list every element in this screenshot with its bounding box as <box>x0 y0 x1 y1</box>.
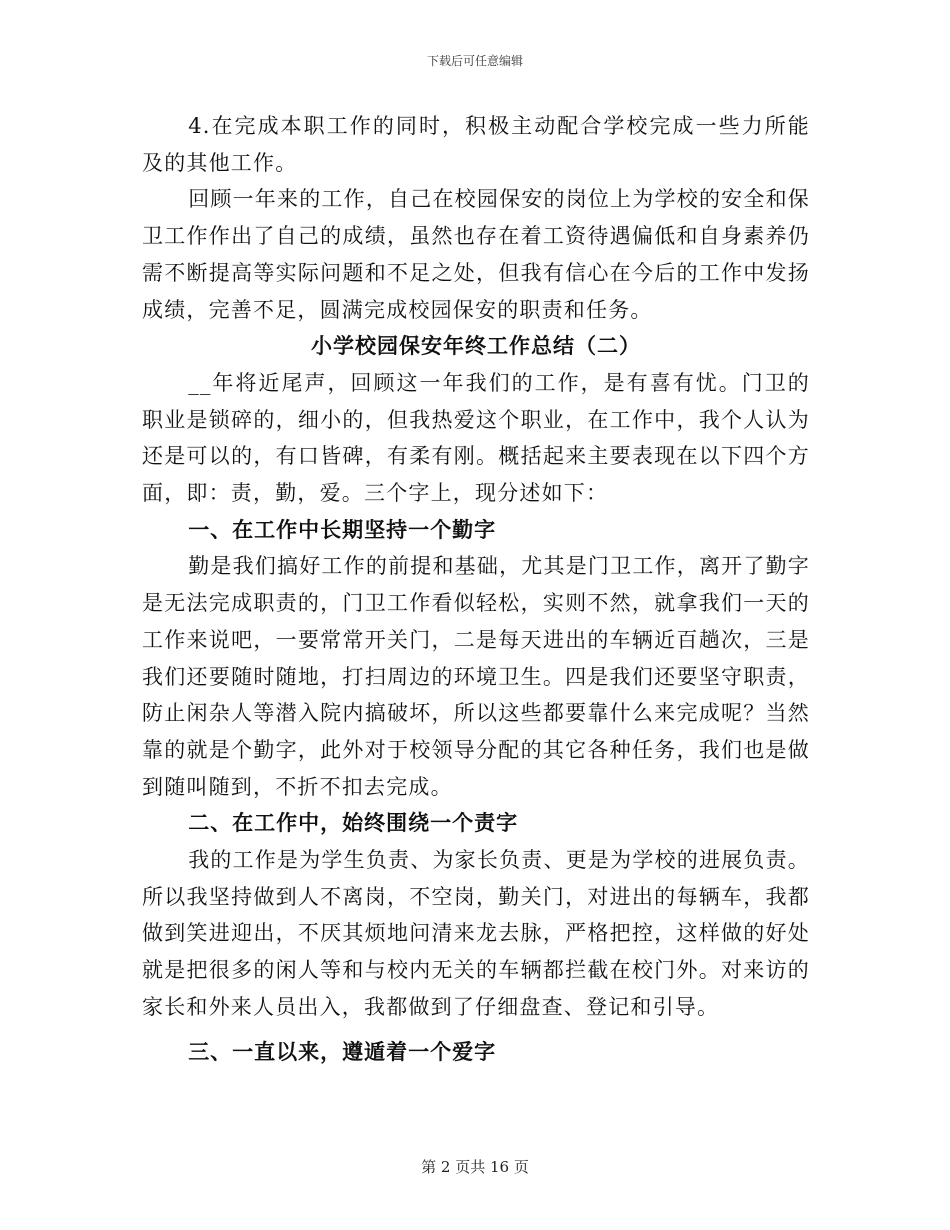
paragraph-item-4: 4.在完成本职工作的同时，积极主动配合学校完成一些力所能及的其他工作。 <box>142 114 810 175</box>
document-body <box>142 108 810 1070</box>
page-footer: 第 2 页共 16 页 <box>421 1158 529 1176</box>
page-header: 下载后可任意编辑 <box>426 54 523 68</box>
paragraph-review: 回顾一年来的工作，自己在校园保安的岗位上为学校的安全和保卫工作作出了自己的成绩，虽然也存在着工资待遇偏低和自身素养仍需不断提高等实际问题和不足之处，但我有信心在今后的工作中发扬成绩，完善不足，圆满完成校园保安的职责和任务。 <box>142 187 810 322</box>
heading-love: 三、一直以来，遵遁着一个爱字 <box>188 1038 497 1064</box>
paragraph-diligence: 勤是我们搞好工作的前提和基础，尤其是门卫工作，离开了勤字是无法完成职责的，门卫工作看似轻松，实则不然，就拿我们一天的工作来说吧，一要常常开关门，二是每天进出的车辆近百趟次，三是我们还要随时随地，打扫周边的环境卫生。四是我们还要坚守职责，防止闲杂人等潜入院内搞破坏，所以这些都要靠什么来完成呢？当然靠的就是个勤字，此外对于校领导分配的其它各种任务，我们也是做到随叫随到，不折不扣去完成。 <box>142 554 810 799</box>
section-title: 小学校园保安年终工作总结（二） <box>311 333 641 359</box>
paragraph-intro: __年将近尾声，回顾这一年我们的工作，是有喜有忧。门卫的职业是锁碎的，细小的，但我热爱这个职业，在工作中，我个人认为还是可以的，有口皆碑，有柔有刚。概括起来主要表现在以下四个方面，即：责，勤，爱。三个字上，现分述如下： <box>142 370 810 506</box>
heading-responsibility: 二、在工作中，始终围绕一个责字 <box>188 810 519 836</box>
paragraph-responsibility: 我的工作是为学生负责、为家长负责、更是为学校的进展负责。所以我坚持做到人不离岗，不空岗，勤关门，对进出的每辆车，我都做到笑进迎出，不厌其烦地问清来龙去脉，严格把控，这样做的好处就是把很多的闲人等和与校内无关的车辆都拦截在校门外。对来访的家长和外来人员出入，我都做到了仔细盘查、登记和引导。 <box>142 848 810 1019</box>
heading-diligence: 一、在工作中长期坚持一个勤字 <box>188 516 497 542</box>
